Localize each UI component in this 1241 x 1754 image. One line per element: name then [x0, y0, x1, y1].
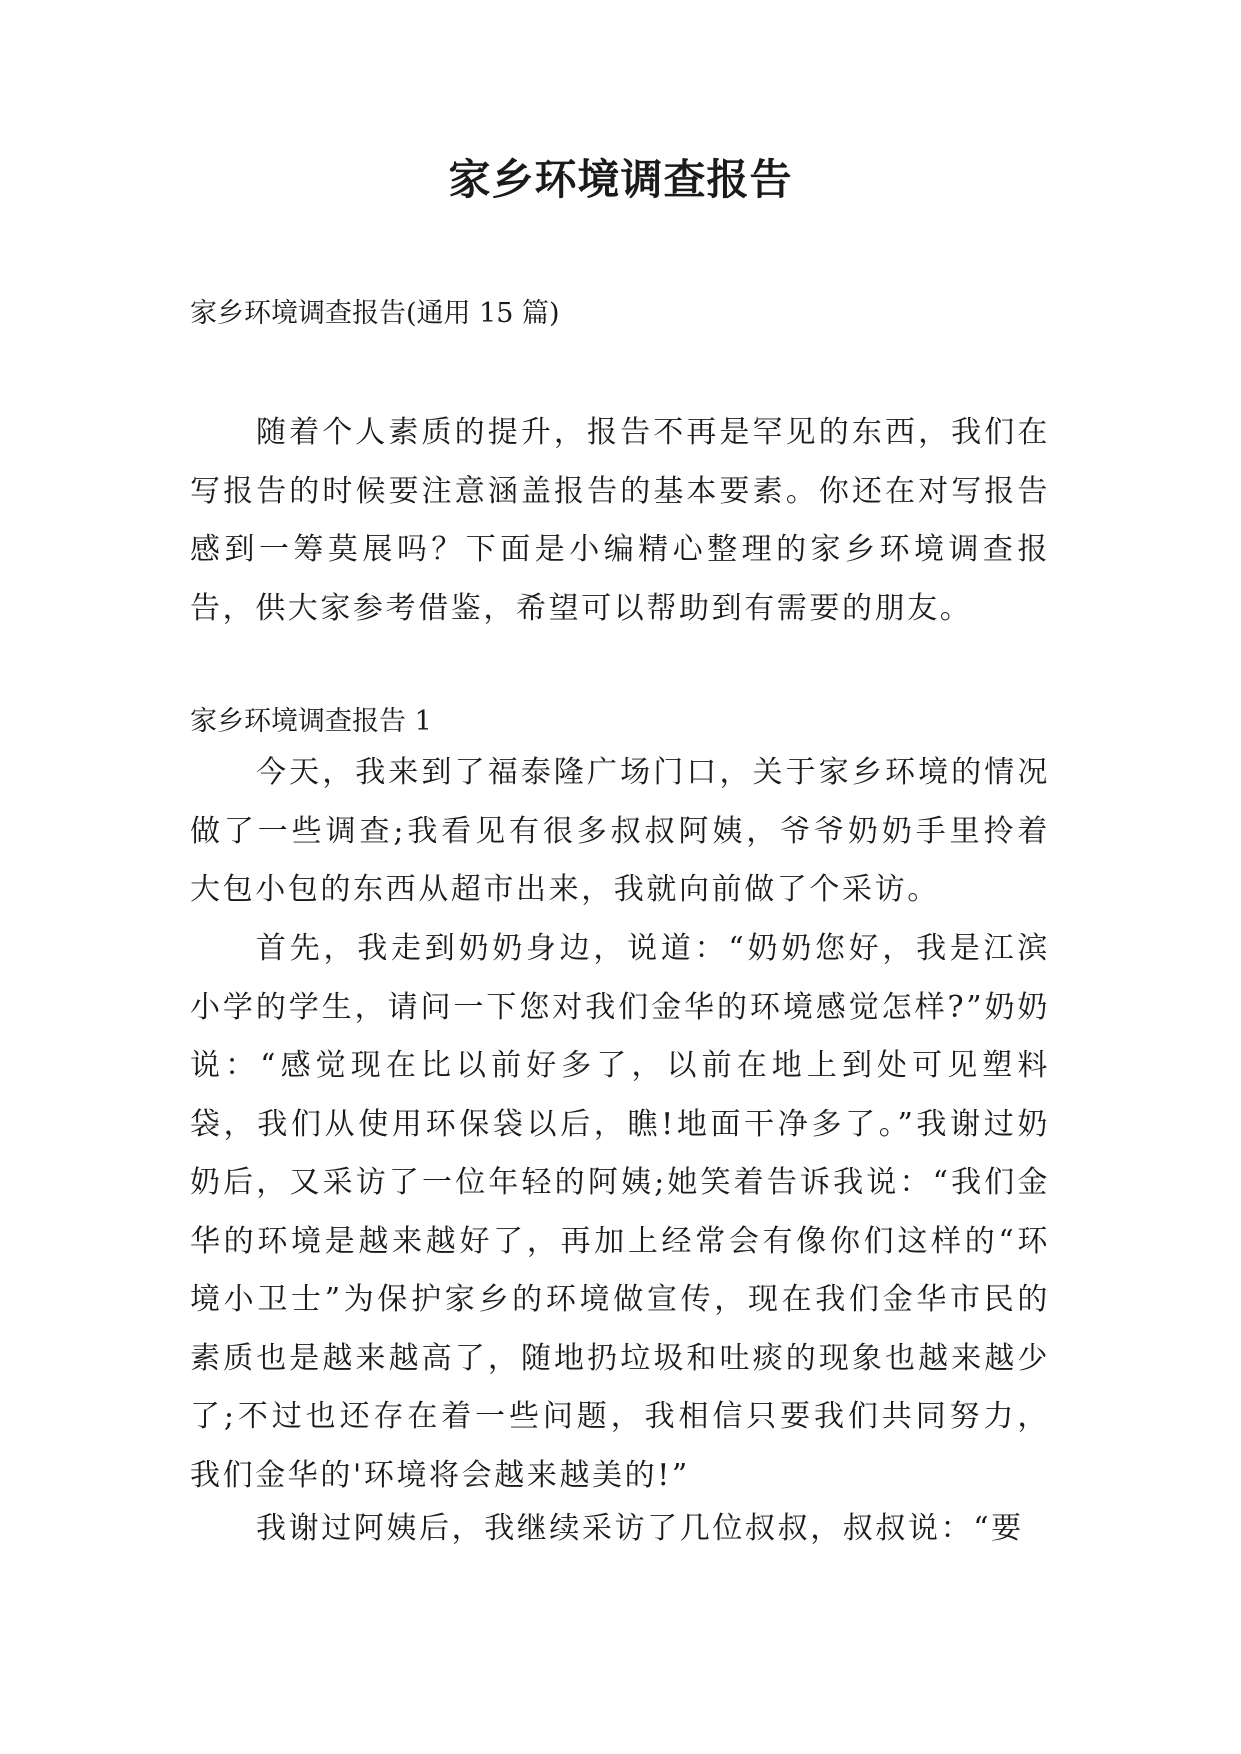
body-paragraph-2: 首先，我走到奶奶身边，说道：“奶奶您好，我是江滨小学的学生，请问一下您对我们金华的环境感觉怎样?”奶奶说：“感觉现在比以前好多了，以前在地上到处可见塑料袋，我们从使用环保袋以后，瞧!地面干净多了。”我谢过奶奶后，又采访了一位年轻的阿姨;她笑着告诉我说：“我们金华的环境是越来越好了，再加上经常会有像你们这样的“环境小卫士”为保护家乡的环境做宣传，现在我们金华市民的素质也是越来越高了，随地扔垃圾和吐痰的现象也越来越少了;不过也还存在着一些问题，我相信只要我们共同努力，我们金华的'环境将会越来越美的!”	[190, 931, 1050, 1493]
body-paragraph-1: 今天，我来到了福泰隆广场门口，关于家乡环境的情况做了一些调查;我看见有很多叔叔阿姨，爷爷奶奶手里拎着大包小包的东西从超市出来，我就向前做了个采访。	[190, 755, 1050, 907]
intro-paragraph: 随着个人素质的提升，报告不再是罕见的东西，我们在写报告的时候要注意涵盖报告的基本要素。你还在对写报告感到一筹莫展吗？下面是小编精心整理的家乡环境调查报告，供大家参考借鉴，希望可以帮助到有需要的朋友。	[190, 415, 1050, 626]
section-heading: 家乡环境调查报告 1	[190, 706, 432, 737]
body-paragraph-3: 我谢过阿姨后，我继续采访了几位叔叔，叔叔说：“要	[256, 1511, 1024, 1546]
document-title: 家乡环境调查报告	[448, 155, 793, 204]
document-subtitle: 家乡环境调查报告(通用 15 篇)	[190, 298, 560, 329]
